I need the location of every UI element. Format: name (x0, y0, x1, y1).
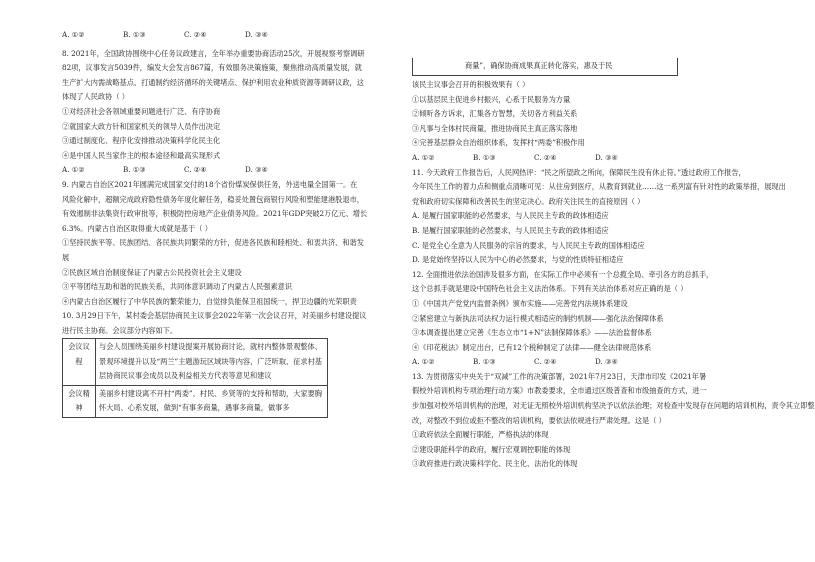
q10-choice: ③凡事与全体村民商量，推进协商民主真正落实落地 (412, 123, 578, 133)
q9-stem-line: 风险化解中，超额完成政府隐性债务年度化解任务，稳妥处置包商银行风险和塑能建港股退市， (62, 194, 364, 204)
q9-choice: ④内蒙古自治区履行了中华民族的繁荣能力，自觉排负能保卫祖国统一，捍卫边疆的光荣职责 (62, 296, 357, 306)
q10-stem-line: 10. 3月29日下午，某村委会基层协商民主议事会2022年第一次会议召开，对美丽乡村建设提议 (62, 311, 367, 321)
option-d: D. ③④ (595, 152, 618, 162)
option-b: B. ①③ (473, 357, 496, 367)
q8-choice: ①对经济社会各领域重要问题进行广泛、有序协商 (62, 106, 221, 116)
option-d: D. ③④ (595, 357, 618, 367)
q12-stem-line: 12. 全面推进依法治国涉及很多方面，在实际工作中必须有一个总揽全局、牵引各方的总抓手， (412, 269, 714, 279)
option-d: D. ③④ (245, 30, 268, 39)
q8-choice: ③通过制度化、程序化安排推动决策科学化民主化 (62, 136, 221, 146)
table-key: 会议精神 (63, 385, 96, 417)
option-a: A. ①② (412, 152, 435, 162)
q13-stem-line: 改，对整改不到位或拒不整改的培训机构，要依法依规进行严肃处理。这是（ ） (412, 415, 666, 425)
option-d: D. ③④ (245, 165, 268, 175)
q9-choice: ③平等团结互助和谐的民族关系，共同体意识调动了内蒙古人民强素意识 (62, 282, 293, 292)
q12-choice: ④《印花税法》制定出台，已有12个税种制定了法律——健全法律规范体系 (412, 342, 652, 352)
left-column (62, 28, 400, 418)
table-value: 与会人员围绕美丽乡村建设提案开展协商讨论，就村内整体景观整体、景观环境提升以及“两兰”主题游玩区域块等内容，广泛听取、征求村基层协商民议事会成员以及利益相关方代表等意见和建议 (96, 339, 328, 385)
q13-stem-line: 假校外培训机构专项治理行动方案》市教委要求，全市通过区级普查和市级抽查的方式，进一 (412, 386, 707, 396)
q10-choice: ④完善基层群众自治组织体系，发挥村“两委”积极作用 (412, 138, 585, 148)
q10-options (412, 151, 748, 166)
q10-question: 该民主议事会召开的积极效果有（ ） (412, 80, 530, 89)
q11-stem-line: 11. 今天政府工作报告后，人民网热评：“民之所望政之所向，保障民生没有休止符。”透过政府工作报告， (412, 167, 746, 177)
option-c: C. ②④ (184, 165, 207, 175)
q8-choice: ②就国家大政方针和国家机关的领导人员作出决定 (62, 121, 221, 131)
table-continuation: 商量”，确保协商成果真正转化落实，惠及于民 (412, 58, 678, 76)
table-row (63, 385, 328, 417)
q13-stem-line: 13. 为贯彻落实中央关于“双减”工作的决策部署，2021年7月23日，天津市印发《2021年暑 (412, 371, 707, 381)
q11-stem-line: 今年民生工作的着力点和侧重点清晰可见：从住房到医疗，从教育到就业……这一系列富有针对性的政策举措，展现出 (412, 182, 786, 192)
question-13 (412, 370, 815, 472)
q9-choice: ②民族区域自治制度保证了内蒙古公民投资社会主义建设 (62, 267, 242, 277)
question-9 (62, 178, 400, 309)
q11-choice: D. 是党始终坚持以人民为中心的必然要求，与党的性质特征相适应 (412, 255, 624, 265)
option-c: C. ②④ (534, 152, 557, 162)
q10-choice: ②倾听各方诉求，汇集各方智慧，关切各方利益关系 (412, 109, 578, 119)
q7-options (62, 28, 400, 43)
q9-choice: ①坚持民族平等、民族团结、各民族共同繁荣的方针，促进各民族和睦相处、和衷共济、和谐发 (62, 238, 364, 248)
option-a: A. ①② (412, 357, 435, 367)
right-column (412, 78, 815, 472)
q12-options (412, 355, 748, 370)
question-8 (62, 47, 400, 178)
q11-choice: A. 是履行国家职能的必然要求，与人民民主专政的政体相适应 (412, 211, 609, 221)
q12-choice: ①《中国共产党党内监督条例》颁布实施——完善党内法规体系建设 (412, 298, 628, 308)
option-c: C. ②④ (534, 357, 557, 367)
q9-stem-line: 9. 内蒙古自治区2021年圆满完成国家交付的18个省份煤炭保供任务，外送电量全国第一。在 (62, 179, 358, 189)
q12-stem-line: 这个总抓手就是建设中国特色社会主义法治体系。下列有关法治体系对应正确的是（ ） (412, 284, 688, 294)
q8-stem-line: 8. 2021年，全国政协围绕中心任务议政建言，全年举办重要协商活动25次，开展视察考察调研 (62, 48, 365, 58)
question-12 (412, 268, 748, 370)
question-11 (412, 166, 786, 268)
q12-choice: ②紧密建立与新执法司法权力运行模式相适应的制约机制——强化法治保障体系 (412, 313, 664, 323)
q13-stem-line: 步加强对校外培训机构的治理，对无证无照校外培训机构坚决予以依法治理；对检查中发现存在问题的培训机构，责令其立即整 (412, 401, 815, 411)
q8-options (62, 163, 400, 178)
table-row (63, 339, 328, 385)
q8-stem-line: 生产扩大内需战略基点、打通制约经济循环的关键堵点、保护利用农业种质资源等调研议政，这 (62, 77, 364, 87)
q8-stem-line: 体现了人民政协（ ） (62, 92, 129, 102)
option-b: B. ①③ (123, 165, 146, 175)
q13-choice: ②建设职能科学的政府，履行宏观调控职能的体现 (412, 444, 571, 454)
option-b: B. ①③ (123, 30, 146, 39)
q10-choice: ①以基层民主促进乡村振兴，心系于民服务为方量 (412, 94, 571, 104)
q8-stem-line: 82项，议事发言5039件，编发大会发言867篇，有效服务决策施策，聚焦推动高质量发展，就 (62, 63, 362, 73)
table-key: 会议议程 (63, 339, 96, 385)
q13-choice: ①政府依法全面履行职能，严格执法的体现 (412, 430, 549, 440)
question-10 (62, 309, 400, 417)
q10-stem-line: 进行民主协商。会议部分内容如下。 (62, 325, 178, 335)
q11-choice: B. 是履行国家职能的必然要求，与人民民主专政的政体相适应 (412, 225, 609, 235)
q13-choice: ③政府推进行政决策科学化、民主化、法治化的体现 (412, 459, 578, 469)
option-b: B. ①③ (473, 152, 496, 162)
q9-stem-line: 6.3%。内蒙古自治区取得重大成就是基于（ ） (62, 223, 212, 233)
option-c: C. ②④ (184, 30, 207, 39)
q11-choice: C. 是党全心全意为人民服务的宗旨的要求，与人民民主专政的国体相适应 (412, 240, 645, 250)
option-a: A. ①② (62, 30, 85, 39)
q11-stem-line: 党和政府切实保障和改善民生的坚定决心。政府关注民生的直接原因（ ） (412, 196, 645, 206)
q9-stem-line: 有效遏制非法集资行政审批等，积极防控房地产企业债务风险。2021年GDP突破2万亿元、增长 (62, 209, 368, 219)
q8-choice: ④是中国人民当家作主的根本途径和最高实现形式 (62, 150, 221, 160)
meeting-info-table (62, 338, 328, 417)
q9-choice: 展 (62, 252, 70, 262)
q12-choice: ③本调查提出建立完善《生态立市“1+N”法制保障体系》——法治监督体系 (412, 328, 652, 338)
table-value: 美丽乡村建设离不开村“两委”、村民、乡贤等的支持和帮助，大家要胸怀大局、心系发展，做到“有事多商量，遇事多商量，做事多 (96, 385, 328, 417)
option-a: A. ①② (62, 165, 85, 175)
